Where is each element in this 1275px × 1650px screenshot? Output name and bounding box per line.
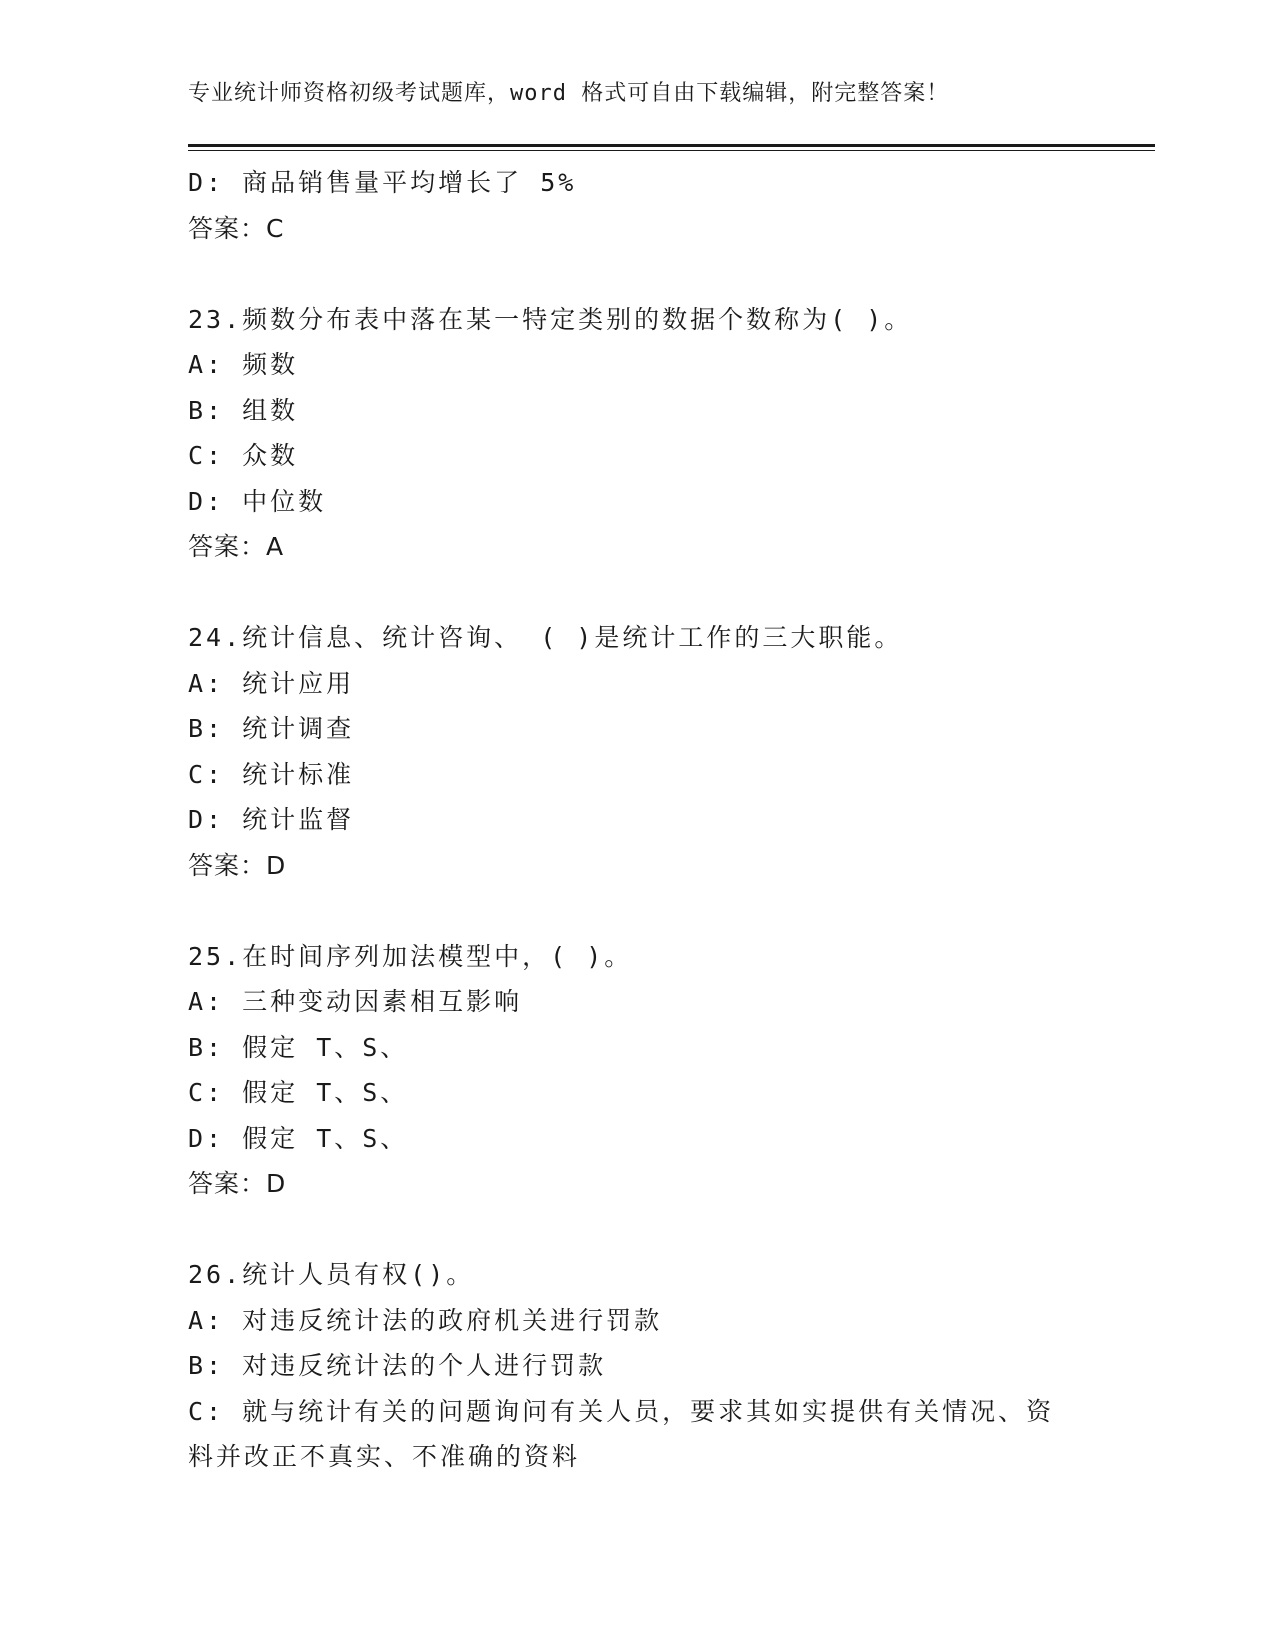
option-b: B: 组数 bbox=[188, 395, 299, 425]
question-25 bbox=[188, 934, 1088, 1207]
question-22-tail bbox=[188, 160, 1088, 251]
option-d: D: 假定 T、S、 bbox=[188, 1123, 409, 1153]
option-a: A: 对违反统计法的政府机关进行罚款 bbox=[188, 1305, 663, 1335]
answer-line: 答案：D bbox=[188, 850, 287, 880]
question-26 bbox=[188, 1252, 1088, 1480]
option-c: C: 众数 bbox=[188, 441, 299, 470]
option-a: A: 统计应用 bbox=[188, 668, 355, 698]
question-stem: 26.统计人员有权()。 bbox=[188, 1260, 475, 1289]
answer-line: 答案：A bbox=[188, 532, 285, 561]
option-b: B: 对违反统计法的个人进行罚款 bbox=[188, 1351, 607, 1380]
option-c: C: 统计标准 bbox=[188, 759, 355, 789]
answer-line: 答案：D bbox=[188, 1169, 287, 1198]
option-d: D: 统计监督 bbox=[188, 805, 355, 834]
option-b: B: 假定 T、S、 bbox=[188, 1032, 409, 1062]
question-stem: 24.统计信息、统计咨询、 ( )是统计工作的三大职能。 bbox=[188, 623, 903, 652]
page-header: 专业统计师资格初级考试题库，word 格式可自由下载编辑，附完整答案！ bbox=[188, 81, 950, 106]
option-a: A: 三种变动因素相互影响 bbox=[188, 987, 523, 1016]
option-b: B: 统计调查 bbox=[188, 714, 355, 743]
option-d: D: 中位数 bbox=[188, 486, 327, 516]
option-c: C: 就与统计有关的问题询问有关人员，要求其如实提供有关情况、资 bbox=[188, 1396, 1055, 1426]
question-stem: 23.频数分布表中落在某一特定类别的数据个数称为( )。 bbox=[188, 304, 913, 334]
document-body bbox=[188, 160, 1088, 1480]
header-rule-thin bbox=[188, 150, 1155, 151]
question-22-answer: 答案：C bbox=[188, 213, 285, 243]
option-c: C: 假定 T、S、 bbox=[188, 1078, 409, 1107]
option-a: A: 频数 bbox=[188, 350, 299, 379]
question-23 bbox=[188, 297, 1088, 570]
question-24 bbox=[188, 615, 1088, 888]
header-rule-thick bbox=[188, 144, 1155, 147]
question-stem: 25.在时间序列加法模型中，( )。 bbox=[188, 941, 633, 971]
question-22-option-d: D: 商品销售量平均增长了 5% bbox=[188, 168, 577, 197]
option-c-continued: 料并改正不真实、不准确的资料 bbox=[188, 1442, 581, 1471]
